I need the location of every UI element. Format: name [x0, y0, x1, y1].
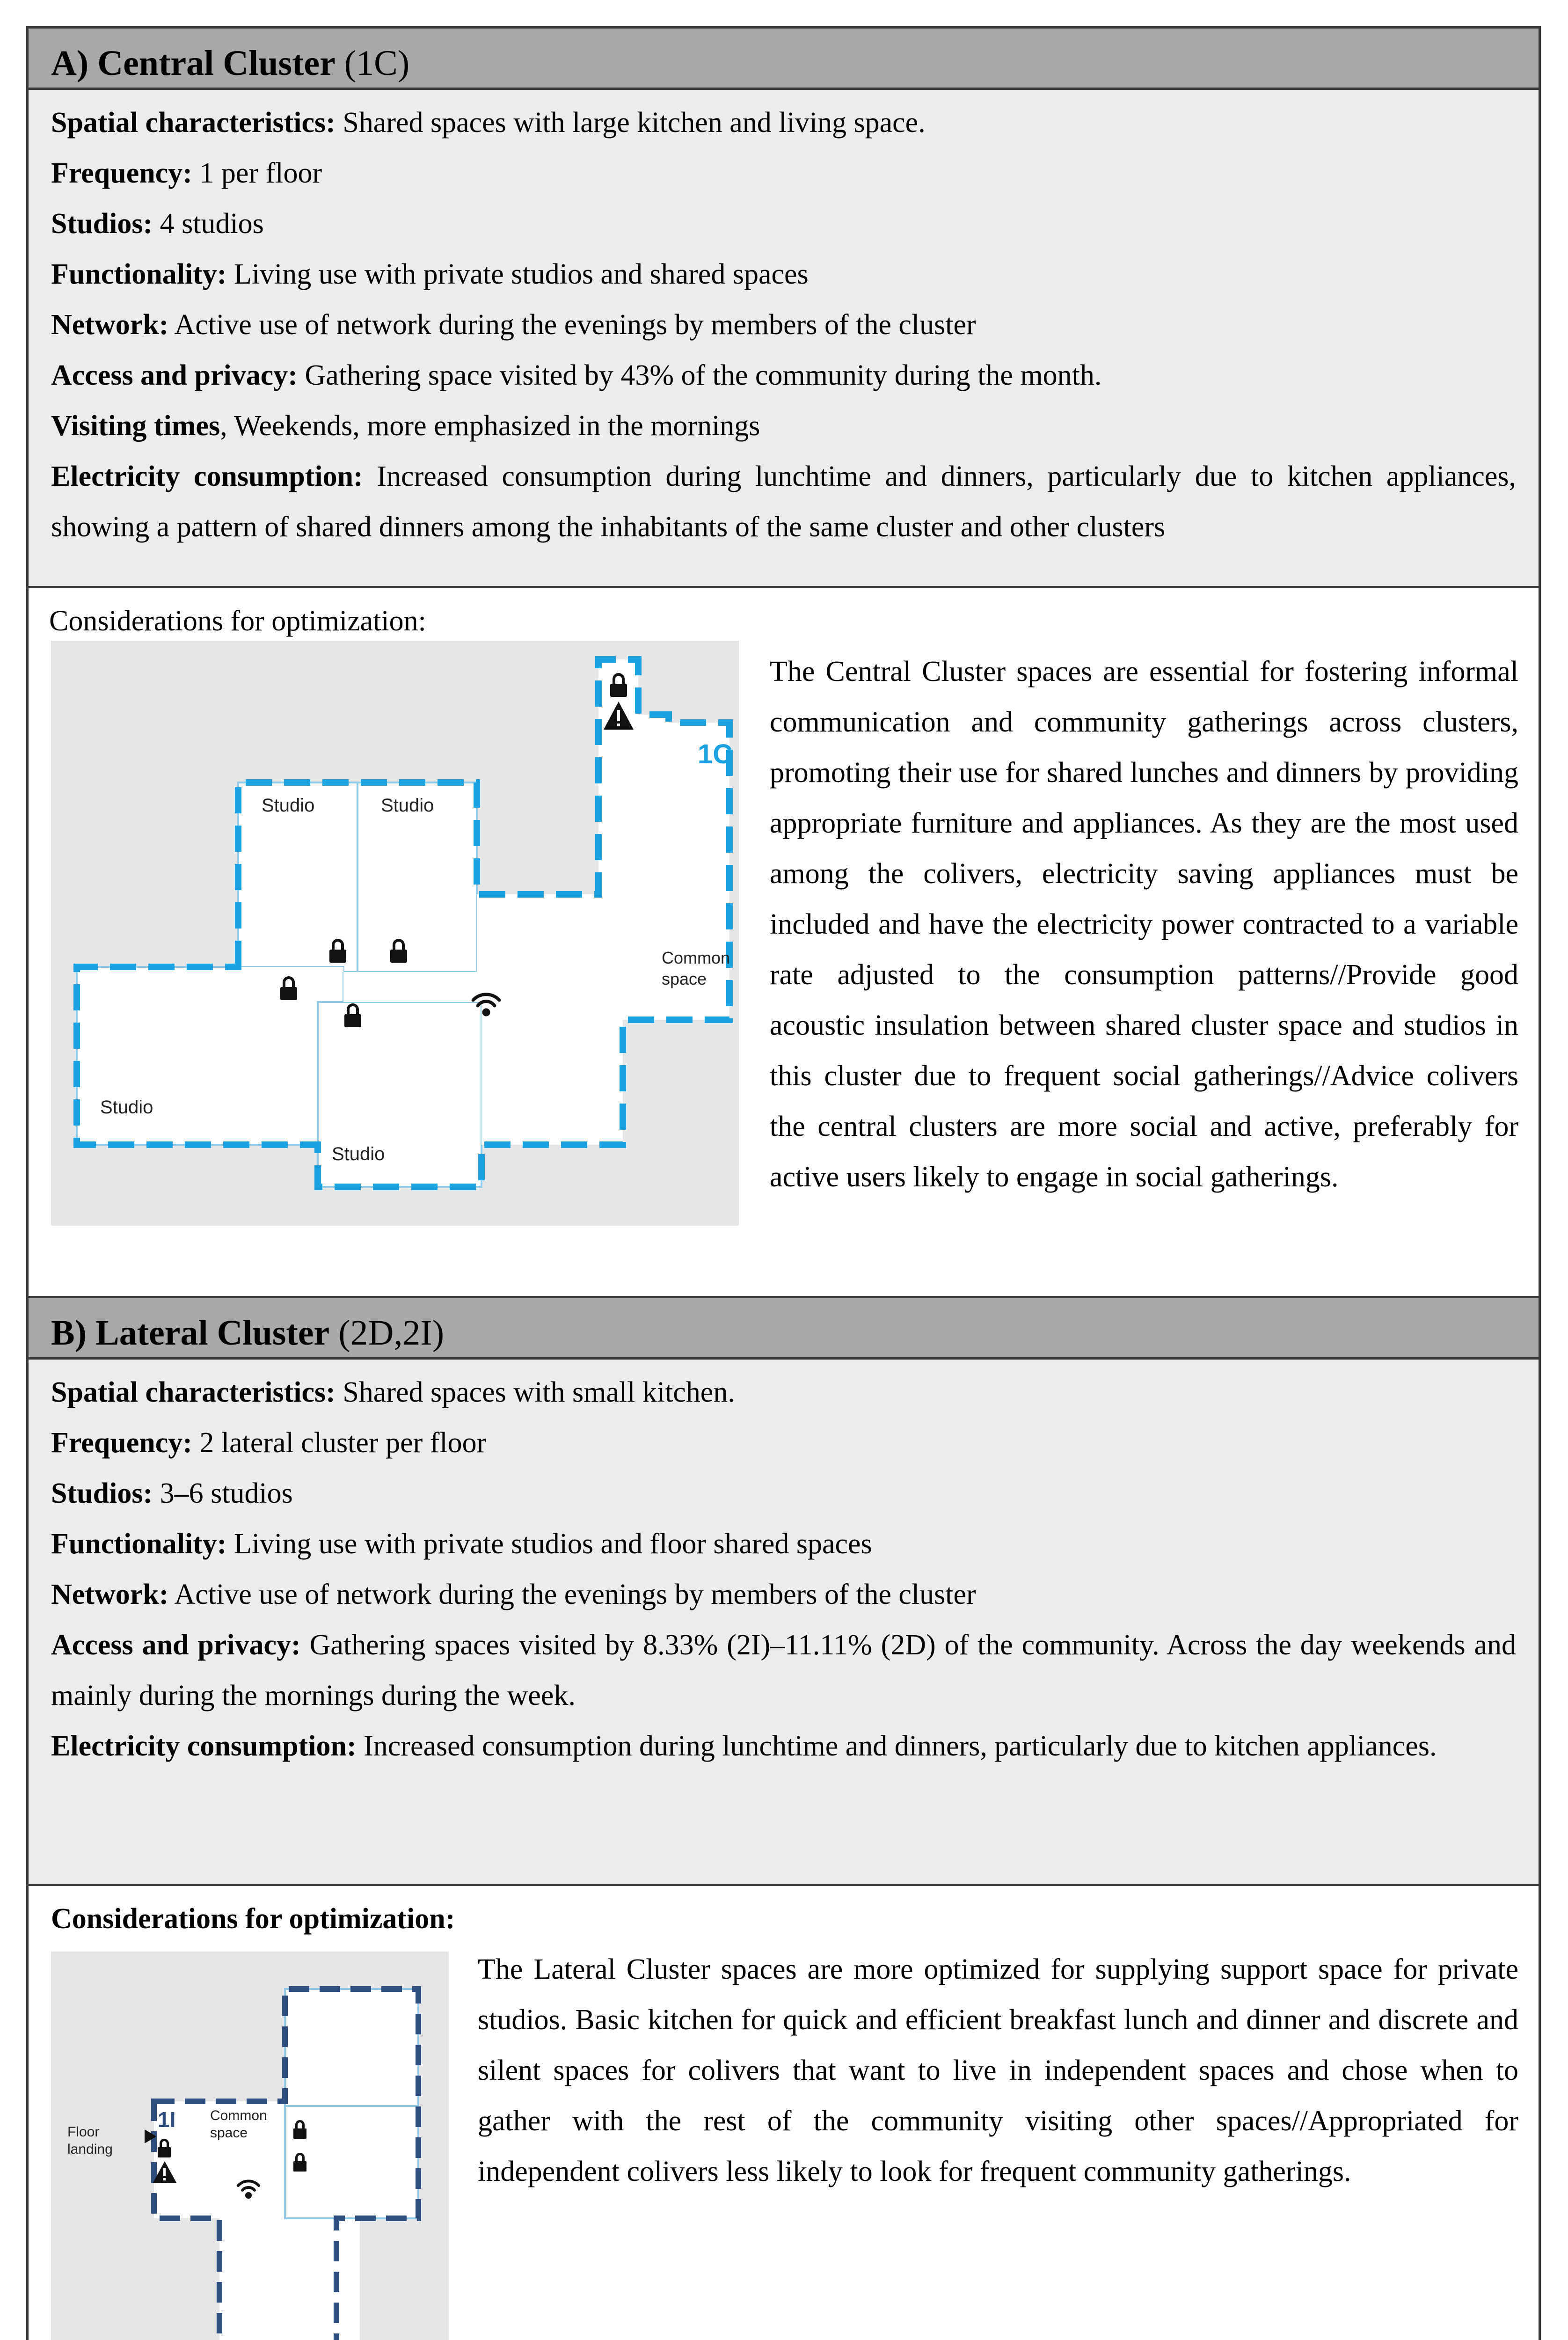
cluster-1i-label: 1I [158, 2107, 176, 2132]
section-b-text: The Lateral Cluster spaces are more optimized for supplying support space for private studios. Basic kitchen for quick and efficient breakfast lunch and dinner and discrete and silent spaces for colivers that want to live in independent spaces and chose when to gather with the rest of the community visiting other spaces//Appropriated for independent colivers less likely to look for frequent community gatherings. [478, 1953, 1518, 2187]
section-a-considerations [26, 586, 1541, 1298]
floor-landing-label: Floor [67, 2124, 100, 2140]
section-a-title: A) Central Cluster [51, 44, 335, 83]
common-space-label: Common [210, 2108, 267, 2123]
lateral-cluster-floor-plan [51, 1952, 449, 2340]
floor-landing-label: landing [67, 2142, 113, 2157]
studio-label: Studio [381, 795, 434, 816]
section-a-text: The Central Cluster spaces are essential for fostering informal communication and community gatherings across clusters, promoting their use for shared lunches and dinners by providing appropriate furniture and appliances. As they are the most used among the colivers, electricity saving appliances must be included and have the electricity power contracted to a variable rate adjusted to the consumption patterns//Provide good acoustic insulation between shared cluster space and studios in this cluster due to frequent social gatherings//Advice colivers the central clusters are more social and active, preferably for active users likely to engage in social gatherings. [770, 656, 1518, 1193]
section-a-properties: Spatial characteristics: Shared spaces with large kitchen and living space. Frequency: 1 per floor Studios: 4 studios Functionality: Living use with private studios and shared spaces Network: Active use of network during the evenings by members of the cluster Access and privacy: Gathering space visited by 43% of the community during the month. Visiting times, Weekends, more emphasized in the mornings Electricity consumption: Increased consumption during lunchtime and dinners, particularly due to kitchen appliances, showing a pattern of shared dinners among the inhabitants of the same cluster and other clusters [26, 88, 1541, 588]
studio-label: Studio [332, 1144, 385, 1164]
section-b-title: B) Lateral Cluster [51, 1313, 330, 1353]
common-space-label: space [210, 2125, 248, 2141]
central-cluster-floor-plan [51, 641, 739, 1226]
section-a-code: (1C) [344, 44, 410, 83]
section-b-considerations [26, 1884, 1541, 2340]
studio-label: Studio [262, 795, 315, 816]
section-b-properties: Spatial characteristics: Shared spaces with small kitchen. Frequency: 2 lateral cluster per floor Studios: 3–6 studios Functionality: Living use with private studios and floor shared spaces Network: Active use of network during the evenings by members of the cluster Access and privacy: Gathering spaces visited by 8.33% (2I)–11.11% (2D) of the community. Across the day weekends and mainly during the mornings during the week. Electricity consumption: Increased consumption during lunchtime and dinners, particularly due to kitchen appliances. [26, 1357, 1541, 1886]
section-b-code: (2D,2I) [338, 1313, 445, 1353]
section-b-considerations-title: Considerations for optimization: [51, 1903, 455, 1935]
section-a-considerations-title: Considerations for optimization: [49, 605, 426, 637]
common-space-label: Common [662, 948, 730, 967]
cluster-1c-label: 1C [698, 739, 733, 769]
studio-label: Studio [100, 1097, 153, 1118]
common-space-label: space [662, 969, 707, 988]
section-a-header [26, 26, 1541, 90]
section-b-header [26, 1296, 1541, 1360]
